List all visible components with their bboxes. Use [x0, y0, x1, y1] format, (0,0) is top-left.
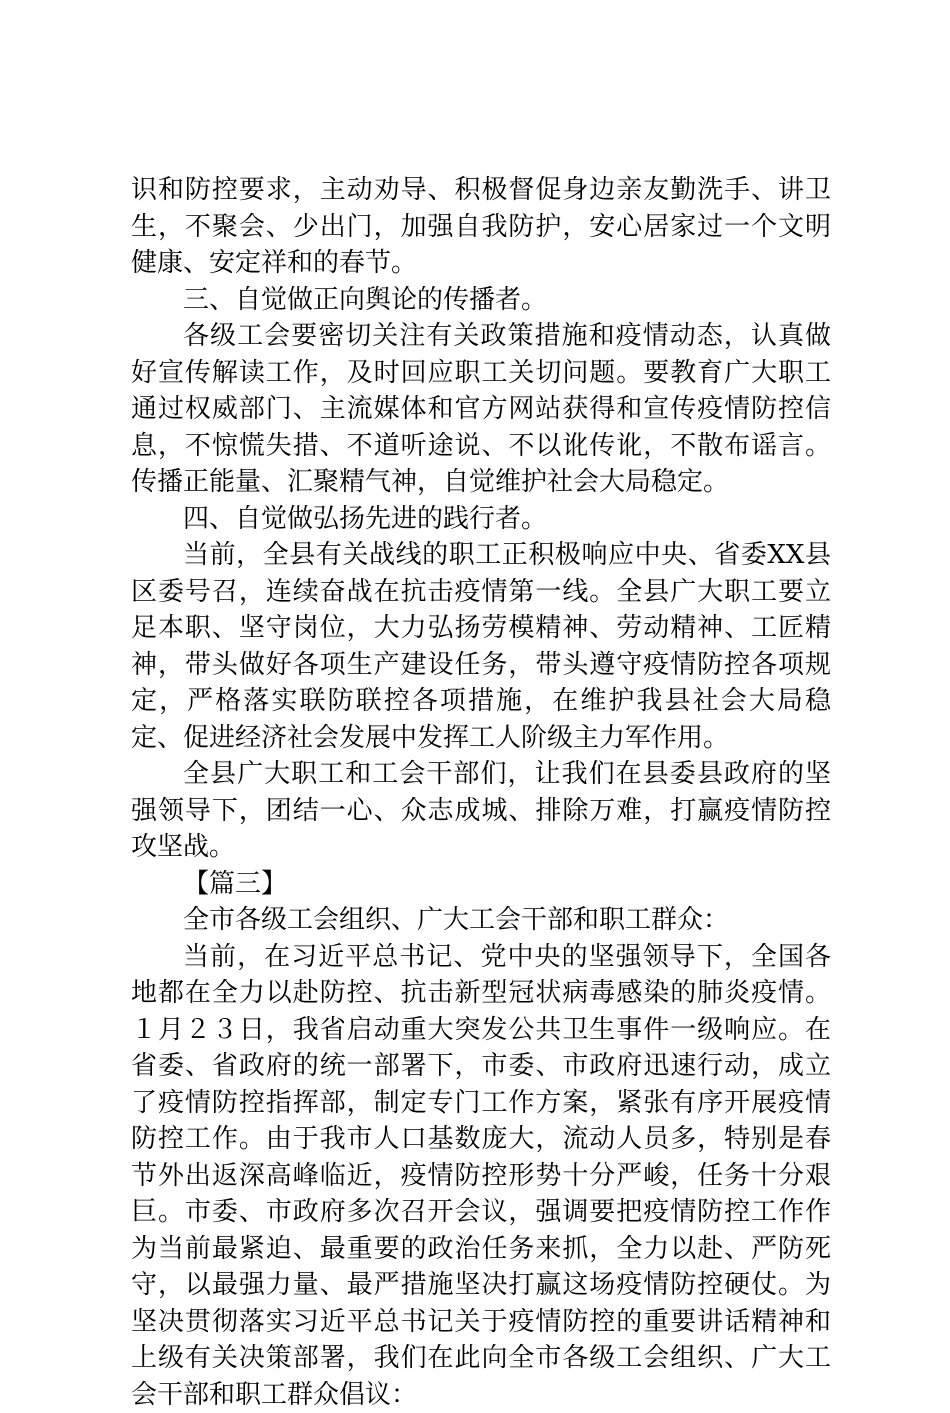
chapter-heading: 【篇三】	[131, 866, 831, 903]
paragraph: 当前，在习近平总书记、党中央的坚强领导下，全国各地都在全力以赴防控、抗击新型冠状病毒感染的肺炎疫情。１月２３日，我省启动重大突发公共卫生事件一级响应。在省委、省政府的统一部署下，市委、市政府迅速行动，成立了疫情防控指挥部，制定专门工作方案，紧张有序开展疫情防控工作。由于我市人口基数庞大，流动人员多，特别是春节外出返深高峰临近，疫情防控形势十分严峻，任务十分艰巨。市委、市政府多次召开会议，强调要把疫情防控工作作为当前最紧迫、最重要的政治任务来抓，全力以赴、严防死守，以最强力量、最严措施坚决打赢这场疫情防控硬仗。为坚决贯彻落实习近平总书记关于疫情防控的重要讲话精神和上级有关决策部署，我们在此向全市各级工会组织、广大工会干部和职工群众倡议：	[131, 939, 831, 1413]
paragraph: 当前，全县有关战线的职工正积极响应中央、省委XX县区委号召，连续奋战在抗击疫情第一线。全县广大职工要立足本职、坚守岗位，大力弘扬劳模精神、劳动精神、工匠精神，带头做好各项生产建设任务，带头遵守疫情防控各项规定，严格落实联防联控各项措施，在维护我县社会大局稳定、促进经济社会发展中发挥工人阶级主力军作用。	[131, 537, 831, 756]
paragraph-continuation: 识和防控要求，主动劝导、积极督促身边亲友勤洗手、讲卫生，不聚会、少出门，加强自我防护，安心居家过一个文明健康、安定祥和的春节。	[131, 172, 831, 282]
section-heading-four: 四、自觉做弘扬先进的践行者。	[131, 501, 831, 538]
document-body	[131, 172, 831, 1413]
salutation: 全市各级工会组织、广大工会干部和职工群众：	[131, 902, 831, 939]
section-heading-three: 三、自觉做正向舆论的传播者。	[131, 282, 831, 319]
paragraph: 各级工会要密切关注有关政策措施和疫情动态，认真做好宣传解读工作，及时回应职工关切问题。要教育广大职工通过权威部门、主流媒体和官方网站获得和宣传疫情防控信息，不惊慌失措、不道听途说、不以讹传讹，不散布谣言。传播正能量、汇聚精气神，自觉维护社会大局稳定。	[131, 318, 831, 501]
paragraph: 全县广大职工和工会干部们，让我们在县委县政府的坚强领导下，团结一心、众志成城、排除万难，打赢疫情防控攻坚战。	[131, 756, 831, 866]
